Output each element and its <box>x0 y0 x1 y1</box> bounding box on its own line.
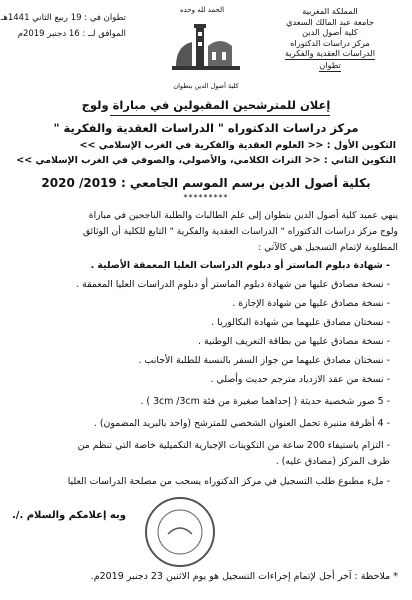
track-two: التكوين الثاني : << التراث الكلامي، والأصولي، والصوفي في الغرب الإسلامي >> <box>16 155 396 166</box>
doc-item-8: - 5 صور شخصية حديثة ( إحداهما صغيرة من فئة 3cm /3cm ) . <box>140 396 390 407</box>
header-line-center: مركز دراسات الدكتوراه <box>290 37 370 48</box>
doc-item-10: - التزام باستيفاء 200 ساعة من التكوينات الإجبارية التكميلية خاصة التي تنظم من <box>77 440 390 451</box>
doc-item-11: - ملء مطبوع طلب التسجيل في مركز الدكتوراه يسحب من مصلحة الدراسات العليا <box>67 476 390 487</box>
separator-stars: ********* <box>183 193 229 202</box>
intro-line-2: ولوج مركز دراسات الدكتوراه " الدراسات العقدية والفكرية " التابع للكلية أن الوثائق <box>82 226 398 237</box>
doc-item-1: - شهادة دبلوم الماستر أو دبلوم الدراسات العليا المعمقة الأصلية . <box>90 260 390 271</box>
basmala: الحمد لله وحده <box>180 6 225 14</box>
track-one: التكوين الأول : << العلوم العقدية والفكرية في الغرب الإسلامي >> <box>79 140 396 151</box>
official-stamp <box>142 494 218 570</box>
header-line-university: جامعة عبد المالك السعدي <box>286 16 374 27</box>
date-gregorian: الموافق لــ : 16 دجنبر 2019م <box>17 29 126 39</box>
doc-item-6: - نسختان مصادق عليهما من جواز السفر بالنسبة للطلبة الأجانب . <box>138 355 390 366</box>
doc-item-2: - نسخة مصادق عليها من شهادة دبلوم الماستر أو دبلوم الدراسات العليا المعمقة . <box>76 279 390 290</box>
header-line-city: تطوان <box>319 59 341 70</box>
announcement-title: إعلان للمترشحين المقبولين في مباراة ولوج <box>81 98 331 112</box>
header-line-lab: الدراسات العقدية والفكرية <box>285 48 375 59</box>
academic-year: بكلية أصول الدين برسم الموسم الجامعي : 2019/ 2020 <box>41 176 371 190</box>
doctoral-center-name: مركز دراسات الدكتوراه " الدراسات العقدية والفكرية " <box>53 121 359 135</box>
intro-line-1: ينهي عميد كلية أصول الدين بتطوان إلى علم الطالبات والطلبة الناجحين في مباراة <box>88 210 398 221</box>
doc-item-4: - نسختان مصادق عليهما من شهادة البكالوريا . <box>211 317 390 328</box>
date-hijri: تطوان في : 19 ربيع الثاني 1441هـ <box>0 13 126 23</box>
date-block <box>0 10 126 42</box>
logo-caption: كلية أصول الدين بتطوان <box>173 82 239 90</box>
faculty-logo <box>168 18 244 88</box>
intro-line-3: المطلوبة لإتمام التسجيل هي كالآتي : <box>258 242 398 253</box>
title-underline <box>110 115 330 116</box>
closing-greeting: وبه إعلامكم والسلام ./. <box>12 510 126 521</box>
doc-item-3: - نسخة مصادق عليها من شهادة الإجازة . <box>232 298 390 309</box>
deadline-note: * ملاحظة : آخر أجل لإتمام إجراءات التسجيل هو يوم الاثنين 23 دجنبر 2019م. <box>90 571 398 582</box>
institution-header <box>256 6 404 72</box>
header-line-kingdom: المملكة المغربية <box>302 6 358 16</box>
doc-item-5: - نسخة مصادق عليها من بطاقة التعريف الوطنية . <box>198 336 390 347</box>
doc-item-7: - نسخة من عقد الازدياد مترجم حديث وأصلي . <box>210 374 390 385</box>
doc-item-9: - 4 أظرفة متنبرة تحمل العنوان الشخصي للمترشح (واحد بالبريد المضمون) . <box>93 418 390 429</box>
doc-item-10-cont: طرف المركز (مصادق عليه) . <box>275 456 390 467</box>
header-line-faculty: كلية أصول الدين <box>302 27 358 38</box>
